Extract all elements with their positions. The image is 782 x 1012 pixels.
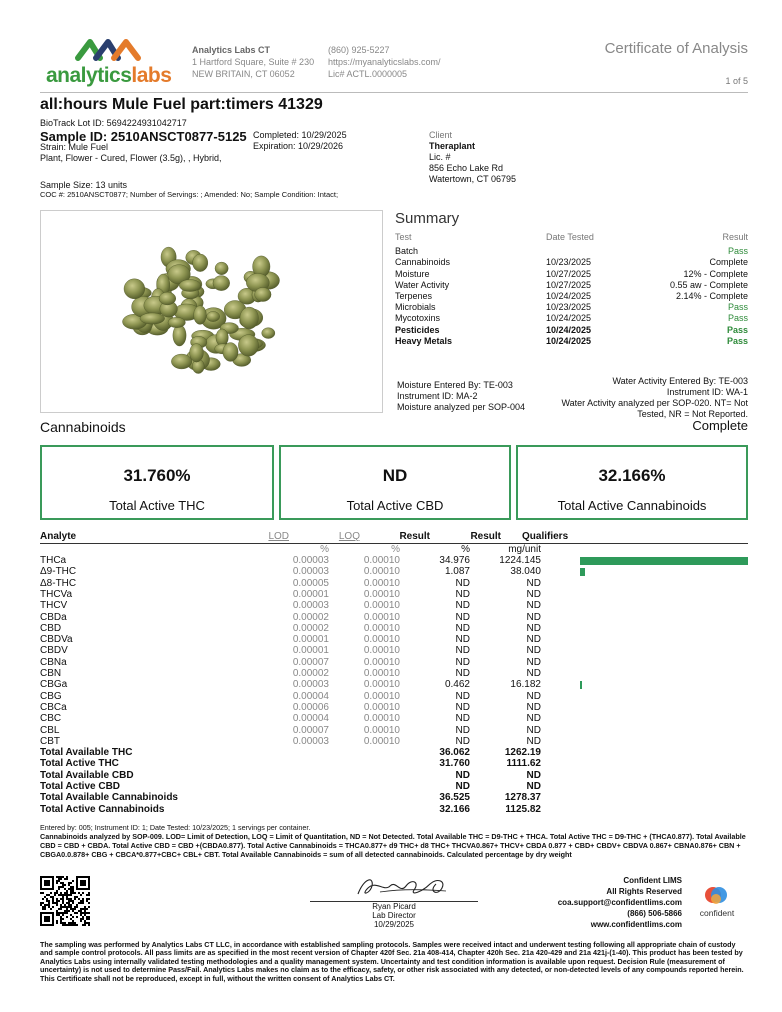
unit-mg: mg/unit	[508, 544, 541, 555]
total-result-mg: ND	[526, 769, 541, 781]
table-row	[40, 578, 748, 589]
analyte-result-mg: ND	[526, 577, 541, 589]
analyte-loq: 0.00010	[363, 577, 400, 589]
total-result-mg: 1278.37	[504, 792, 541, 804]
analyte-result-mg: ND	[526, 588, 541, 600]
cannabis-buds-image	[41, 211, 382, 412]
confident-wordmark: confident	[699, 908, 735, 918]
summary-date: 10/24/2025	[546, 324, 592, 335]
summary-row	[395, 336, 748, 347]
analyte-name: CBC	[40, 713, 62, 725]
analyte-name: CBT	[40, 735, 60, 747]
total-result-mg: 1125.82	[505, 803, 541, 815]
units-row	[40, 544, 748, 555]
analyte-name: CBL	[40, 724, 60, 736]
signature	[350, 872, 460, 902]
analytics-labs-logo	[46, 36, 172, 92]
notes-line-2: Cannabinoids analyzed by SOP-009. LOD= Limit of Detection, LOQ = Limit of Quantitation, ND = Not Detected. Total Available THC = D9-THC + THCA. Total Active THC = D9-THC + (THCA0.877). Total Available CBD = CBD + CBDA. Total Active CBD = CBD +(CBDA0.877). Total Active Cannabinoids = THCA0.877+ d9 THC+ d8 THC+ THCVA0.867+ THCV+ CBDA 0.877 + CBD+ CBDV+ CBDVA 0.867+ CBNA0.876+ CBN + CBGA0.0.878+ CBG + CBCA*0.877+CBC+ CBL+ CBT. Total Available Cannabinoids = sum of all detected cannabinoids. Calculated percentage by dry weight	[40, 832, 746, 859]
analyte-result-mg: 16.182	[510, 679, 541, 691]
cannabinoids-title: Cannabinoids	[40, 419, 126, 435]
analyte-lod: 0.00003	[292, 735, 329, 747]
table-row	[40, 736, 748, 747]
analyte-loq: 0.00010	[363, 690, 400, 702]
total-result-mg: 1262.19	[504, 747, 541, 759]
summary-result: Pass	[727, 313, 748, 324]
strain: Strain: Mule Fuel	[40, 142, 109, 152]
total-row	[40, 792, 748, 803]
total-result-mg: ND	[526, 781, 541, 792]
analyte-loq: 0.00010	[363, 701, 400, 713]
analyte-loq: 0.00010	[363, 679, 400, 691]
analyte-result-pct: ND	[455, 690, 470, 702]
confident-logo-icon	[692, 884, 742, 908]
kpi-label: Total Active Cannabinoids	[557, 498, 707, 513]
summary-title: Summary	[395, 210, 460, 227]
total-row	[40, 781, 748, 792]
analyte-result-pct: ND	[455, 701, 470, 713]
kpi-total-active-thc	[40, 445, 274, 520]
analyte-result-mg: ND	[526, 690, 541, 702]
table-row	[40, 725, 748, 736]
lab-name: Analytics Labs CT	[192, 45, 271, 55]
unit-pct: %	[461, 544, 470, 555]
table-row	[40, 566, 748, 577]
analyte-name: THCa	[40, 555, 67, 566]
notes-line-1: Entered by: 005; Instrument ID: 1; Date Tested: 10/23/2025; 1 servings per container.	[40, 823, 311, 832]
analyte-lod: 0.00003	[292, 679, 329, 691]
summary-test: Terpenes	[395, 290, 433, 301]
biotrack-id: BioTrack Lot ID: 5694224931042717	[40, 118, 187, 128]
table-row	[40, 589, 748, 600]
lims-web[interactable]: www.confidentlims.com	[590, 920, 682, 929]
summary-table	[395, 232, 748, 347]
analyte-result-pct: ND	[455, 645, 470, 657]
total-result-mg: 1111.62	[506, 758, 541, 770]
summary-col-result: Result	[722, 232, 748, 242]
analyte-result-mg: ND	[526, 713, 541, 725]
lims-name: Confident LIMS	[623, 876, 682, 885]
lab-phone: (860) 925-5227	[328, 45, 390, 55]
total-result-pct: ND	[455, 781, 470, 792]
kpi-label: Total Active THC	[109, 498, 205, 513]
lab-address-2: NEW BRITAIN, CT 06052	[192, 69, 295, 79]
signer-title: Lab Director	[372, 911, 416, 920]
analyte-result-pct: 0.462	[444, 679, 470, 691]
lims-info	[558, 875, 682, 930]
analyte-result-mg: ND	[526, 611, 541, 623]
header-divider	[40, 92, 748, 93]
analyte-name: CBDa	[40, 611, 67, 623]
analyte-loq: 0.00010	[363, 611, 400, 623]
analyte-loq: 0.00010	[363, 566, 400, 578]
analyte-result-pct: ND	[455, 668, 470, 679]
analyte-loq: 0.00010	[363, 622, 400, 634]
analyte-result-mg: ND	[526, 645, 541, 657]
summary-row	[395, 302, 748, 313]
table-row	[40, 679, 748, 690]
analyte-name: CBGa	[40, 679, 68, 691]
summary-col-date: Date Tested	[546, 232, 594, 242]
analyte-result-pct: ND	[455, 611, 470, 623]
analyte-lod: 0.00006	[292, 701, 329, 713]
product-photo	[40, 210, 383, 413]
analyte-loq: 0.00010	[363, 668, 400, 679]
summary-row	[395, 280, 748, 291]
unit-loq: %	[391, 544, 400, 555]
analyte-result-mg: ND	[526, 622, 541, 634]
analyte-name: Δ8-THC	[40, 577, 77, 589]
analyte-result-mg: 1224.145	[499, 555, 541, 566]
summary-result: Pass	[727, 246, 748, 257]
analyte-lod: 0.00007	[292, 656, 329, 668]
analyte-lod: 0.00002	[292, 668, 329, 679]
client-address-1: 856 Echo Lake Rd	[429, 163, 504, 173]
analyte-lod: 0.00005	[292, 577, 329, 589]
analyte-result-pct: ND	[455, 656, 470, 668]
total-row	[40, 747, 748, 758]
sample-id: Sample ID: 2510ANSCT0877-5125	[40, 129, 247, 144]
analyte-result-pct: ND	[455, 622, 470, 634]
summary-date: 10/27/2025	[546, 279, 592, 290]
summary-test: Water Activity	[395, 279, 450, 290]
summary-test: Heavy Metals	[395, 335, 453, 346]
document-title: Certificate of Analysis	[604, 40, 748, 57]
analyte-loq: 0.00010	[363, 645, 400, 657]
kpi-value: 31.760%	[123, 466, 191, 485]
product-title: all:hours Mule Fuel part:timers 41329	[40, 96, 323, 113]
page-number: 1 of 5	[725, 76, 748, 86]
analyte-result-pct: ND	[455, 600, 470, 612]
moisture-entered-by: Moisture Entered By: TE-003	[397, 380, 513, 390]
kpi-value: 32.166%	[598, 466, 666, 485]
summary-test: Pesticides	[395, 324, 440, 335]
wa-sop: Water Activity analyzed per SOP-020. NT= Not	[561, 398, 748, 408]
wa-note: Tested, NR = Not Reported.	[637, 409, 748, 419]
total-result-pct: 36.525	[439, 792, 470, 804]
analyte-result-mg: 38.040	[510, 566, 541, 578]
analyte-name: CBCa	[40, 701, 67, 713]
analyte-name: CBDV	[40, 645, 68, 657]
total-row	[40, 758, 748, 769]
total-name: Total Active Cannabinoids	[40, 803, 165, 815]
total-row	[40, 804, 748, 815]
table-row	[40, 645, 748, 656]
lims-rights: All Rights Reserved	[606, 887, 682, 896]
summary-row	[395, 291, 748, 302]
col-result-mg: Result	[470, 531, 501, 542]
summary-row	[395, 269, 748, 280]
summary-col-test: Test	[395, 232, 412, 242]
analyte-result-pct: ND	[455, 713, 470, 725]
expiration-date: Expiration: 10/29/2026	[253, 141, 344, 151]
signer-date: 10/29/2025	[373, 920, 415, 929]
lims-phone: (866) 506-5866	[627, 909, 682, 918]
client-license: Lic. #	[429, 152, 451, 162]
analyte-lod: 0.00001	[292, 634, 329, 646]
summary-result: Pass	[726, 335, 748, 346]
analyte-lod: 0.00003	[292, 566, 329, 578]
analyte-name: CBDVa	[40, 634, 73, 646]
total-name: Total Available Cannabinoids	[40, 792, 178, 804]
logo-peaks-icon	[46, 36, 146, 66]
summary-date: 10/23/2025	[546, 257, 592, 268]
summary-test: Moisture	[395, 268, 430, 279]
summary-row	[395, 313, 748, 324]
analyte-lod: 0.00003	[292, 555, 329, 566]
summary-test: Mycotoxins	[395, 313, 441, 324]
lab-license: Lic# ACTL.0000005	[328, 69, 408, 79]
client-label: Client	[429, 130, 453, 140]
lab-address-1: 1 Hartford Square, Suite # 230	[192, 57, 315, 67]
summary-result: Complete	[709, 257, 748, 268]
col-analyte: Analyte	[40, 531, 77, 542]
analyte-result-mg: ND	[526, 600, 541, 612]
client-address-2: Watertown, CT 06795	[429, 174, 517, 184]
analyte-result-mg: ND	[526, 735, 541, 747]
table-row	[40, 600, 748, 611]
analyte-name: CBNa	[40, 656, 67, 668]
signer-name: Ryan Picard	[372, 902, 416, 911]
analyte-name: CBD	[40, 622, 62, 634]
client-block	[429, 130, 516, 185]
summary-test: Batch	[395, 246, 419, 257]
summary-result: 2.14% - Complete	[675, 290, 748, 301]
qr-code[interactable]	[40, 876, 90, 926]
cannabinoids-status: Complete	[692, 418, 748, 433]
table-row	[40, 668, 748, 679]
analyte-result-mg: ND	[526, 724, 541, 736]
table-row	[40, 657, 748, 668]
summary-test: Microbials	[395, 302, 436, 313]
analyte-loq: 0.00010	[363, 656, 400, 668]
confident-logo	[692, 884, 742, 922]
signer-block	[310, 902, 478, 929]
analyte-lod: 0.00004	[292, 690, 329, 702]
analyte-loq: 0.00010	[363, 735, 400, 747]
analyte-loq: 0.00010	[363, 713, 400, 725]
col-lod: LOD	[268, 531, 289, 542]
summary-row	[395, 325, 748, 336]
analyte-result-pct: ND	[455, 724, 470, 736]
moisture-sop: Moisture analyzed per SOP-004	[397, 402, 526, 412]
client-name: Theraplant	[429, 141, 476, 151]
summary-date: 10/24/2025	[546, 290, 592, 301]
total-name: Total Active THC	[40, 758, 119, 770]
moisture-instrument: Instrument ID: MA-2	[397, 391, 478, 401]
total-result-pct: 32.166	[439, 803, 470, 815]
moisture-info	[397, 380, 525, 413]
table-row	[40, 713, 748, 724]
total-result-pct: 36.062	[439, 747, 470, 759]
total-row	[40, 770, 748, 781]
table-row	[40, 555, 748, 566]
cannabinoid-notes	[40, 823, 748, 859]
signature-icon	[350, 872, 460, 902]
analyte-result-pct: ND	[455, 634, 470, 646]
wa-entered-by: Water Activity Entered By: TE-003	[612, 376, 748, 386]
summary-date: 10/24/2025	[546, 313, 592, 324]
coc-line: COC #: 2510ANSCT0877; Number of Servings: ; Amended: No; Sample Condition: Intact;	[40, 190, 339, 199]
qr-code-icon	[40, 876, 90, 926]
analyte-loq: 0.00010	[363, 724, 400, 736]
analyte-lod: 0.00004	[292, 713, 329, 725]
analyte-result-pct: 34.976	[439, 555, 470, 566]
analyte-name: THCVa	[40, 588, 73, 600]
col-loq: LOQ	[338, 531, 360, 542]
col-qualifiers: Qualifiers	[522, 531, 569, 542]
summary-result: 0.55 aw - Complete	[669, 279, 748, 290]
analyte-lod: 0.00002	[292, 611, 329, 623]
total-name: Total Available CBD	[40, 769, 134, 781]
kpi-value: ND	[382, 466, 408, 485]
table-row	[40, 634, 748, 645]
analyte-loq: 0.00010	[363, 555, 400, 566]
table-row	[40, 702, 748, 713]
analyte-loq: 0.00010	[363, 588, 400, 600]
analyte-lod: 0.00002	[292, 622, 329, 634]
product-type: Plant, Flower - Cured, Flower (3.5g), , Hybrid,	[40, 153, 222, 163]
total-result-pct: ND	[455, 769, 470, 781]
summary-result: 12% - Complete	[683, 268, 748, 279]
summary-row	[395, 246, 748, 257]
col-result-pct: Result	[399, 531, 430, 542]
unit-lod: %	[320, 544, 329, 555]
analyte-result-mg: ND	[526, 634, 541, 646]
summary-header-row	[395, 232, 748, 243]
logo-wordmark: analyticslabs	[46, 64, 172, 87]
analyte-lod: 0.00003	[292, 600, 329, 612]
table-row	[40, 612, 748, 623]
lab-website[interactable]: https://myanalyticslabs.com/	[328, 57, 441, 67]
analyte-name: CBN	[40, 668, 62, 679]
summary-result: Pass	[726, 324, 748, 335]
lims-email[interactable]: coa.support@confidentlims.com	[557, 898, 682, 907]
summary-date: 10/23/2025	[546, 302, 592, 313]
analyte-loq: 0.00010	[363, 634, 400, 646]
analyte-name: Δ9-THC	[40, 566, 77, 578]
kpi-label: Total Active CBD	[346, 498, 444, 513]
wa-instrument: Instrument ID: WA-1	[666, 387, 748, 397]
analyte-loq: 0.00010	[363, 600, 400, 612]
summary-date: 10/24/2025	[546, 335, 592, 346]
analyte-result-mg: ND	[526, 656, 541, 668]
analyte-name: CBG	[40, 690, 62, 702]
analyte-result-mg: ND	[526, 701, 541, 713]
analyte-bar	[580, 568, 585, 576]
lab-info	[192, 44, 314, 80]
summary-row	[395, 257, 748, 268]
analyte-result-pct: ND	[455, 577, 470, 589]
summary-date: 10/27/2025	[546, 268, 592, 279]
sample-size: Sample Size: 13 units	[40, 180, 128, 190]
analyte-lod: 0.00007	[292, 724, 329, 736]
summary-result: Pass	[727, 302, 748, 313]
analyte-lod: 0.00001	[292, 588, 329, 600]
table-row	[40, 691, 748, 702]
analyte-result-pct: ND	[455, 735, 470, 747]
kpi-total-active-cbd	[279, 445, 511, 520]
analyte-name: THCV	[40, 600, 68, 612]
kpi-total-active-cannabinoids	[516, 445, 748, 520]
completed-date: Completed: 10/29/2025	[253, 130, 347, 140]
summary-test: Cannabinoids	[395, 257, 451, 268]
analyte-bar	[580, 681, 582, 689]
analyte-result-pct: ND	[455, 588, 470, 600]
analyte-result-pct: 1.087	[444, 566, 470, 578]
analyte-result-mg: ND	[526, 668, 541, 679]
total-result-pct: 31.760	[439, 758, 470, 770]
table-row	[40, 623, 748, 634]
lab-contact	[328, 44, 441, 80]
water-activity-info	[562, 376, 749, 420]
disclaimer: The sampling was performed by Analytics Labs CT LLC, in accordance with established sampling protocols. Samples were received intact and underwent testing following all appropriate chain of custody and sample control protocols. All pass limits are as specified in the most recent version of Chapter 420f Sec. 21a 408-414, Chapter 420h Sec. 21a 420-429 and 21a 421j-(1-40). This product has been tested by Analytics Labs using internally validated testing methodologies and a quality management system. Uncertainty and test condition information is available upon request. Decision Rule (measurement of uncertainty) is not used to determine Pass/Fail. Analytics Labs makes no claim as to the efficacy, safety, or other risk associated with any detected, or non-detected levels of any compounds reported herein. This Certificate shall not be reproduced, except in full, without the written consent of Analytics Labs CT.	[40, 940, 744, 983]
total-name: Total Available THC	[40, 747, 133, 759]
analyte-bar	[580, 557, 748, 565]
total-name: Total Active CBD	[40, 781, 121, 792]
analyte-lod: 0.00001	[292, 645, 329, 657]
